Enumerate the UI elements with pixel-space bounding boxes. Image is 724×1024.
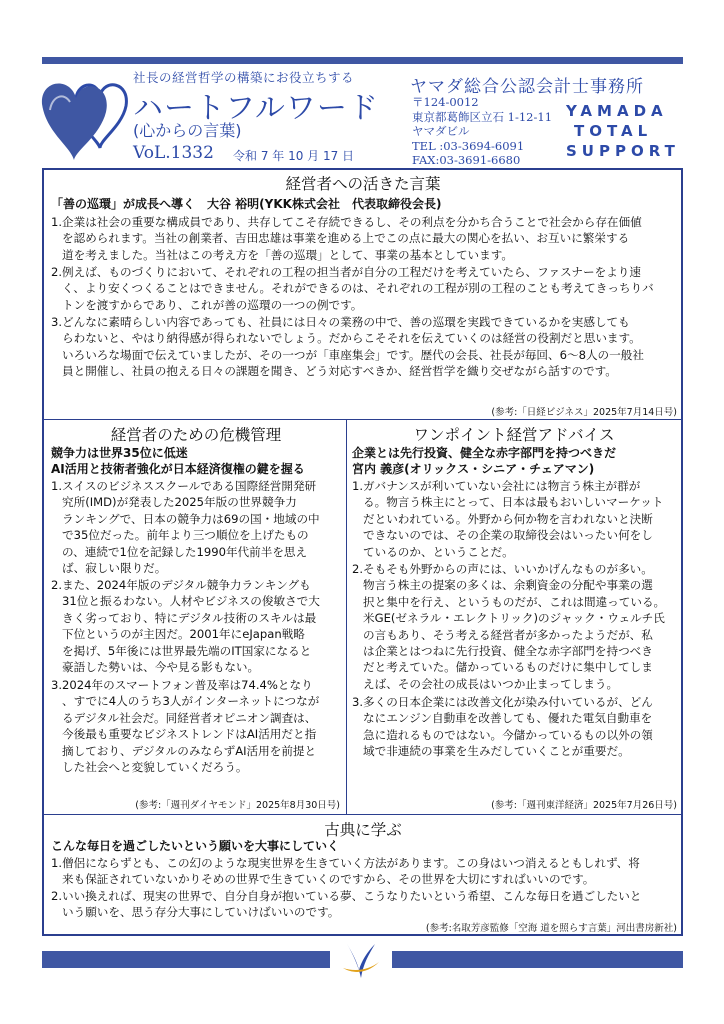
section-title: 古典に学ぶ: [324, 821, 402, 839]
list-item: 1. スイスのビジネススクールである国際経営開発研 究所(IMD)が発表した2025年版の世界競争力 ランキングで、日本の競争力は69の国・地域の中 で35位だった。前年より三つ順位を上げたもの の、連続で1位を記録した1990年代前半を思え ば、寂しい限りだ。: [51, 479, 320, 576]
section-lead: こんな毎日を過ごしたいという願いを大事にしていく: [51, 839, 340, 853]
brand-line: YAMADA: [566, 102, 668, 120]
firm-contact: [412, 95, 552, 168]
postal-code: 〒124-0012: [412, 95, 479, 109]
firm-name: ヤマダ総合公認会計士事務所: [410, 77, 644, 97]
issue-date: 令和 7 年 10 月 17 日: [233, 149, 355, 163]
brand-line: TOTAL: [574, 122, 653, 140]
list-item: 1. 企業は社会の重要な構成員であり、共存してこそ存続できるし、その利点を分かち合うことで社会から存在価値 を認められます。当社の創業者、吉田忠雄は事業を進める上でこの点に最大の関心を払い、お互いに繁栄する 道を考えました。当社はこの考え方を「善の巡環」として、事業の基本としています。: [51, 215, 642, 262]
source-reference: (参考:「週刊東洋経済」2025年7月26日号): [491, 800, 677, 811]
list-item: 2. 例えば、ものづくりにおいて、それぞれの工程の担当者が自分の工程だけを考えていたら、ファスナーをより速 く、より安くつくることはできません。それができるのは、それぞれの工程が別の工程のことも考えてきっちりバ トンを渡すからであり、これが善の巡環の一つの例です。: [51, 265, 654, 312]
list-item: 1. 僧侶にならずとも、この幻のような現実世界を生きていく方法があります。この身はいつ消えるともしれず、将 来も保証されていないかりそめの世界で生きていくのですから、その世界を大切にすればいいのです。: [51, 856, 640, 887]
list-item: 1. ガバナンスが利いていない会社には物言う株主が群が る。物言う株主にとって、日本は最もおいしいマーケット だといわれている。外野から何か物を言われないと決断 できないのでは、その企業の取締役会はいったい何をし ているのか、ということだ。: [352, 479, 664, 559]
address: 東京都葛飾区立石 1-12-11: [412, 109, 553, 124]
source-reference: (参考:名取芳彦監修「空海 道を照らす言葉」河出書房新社): [425, 923, 677, 934]
tel: TEL :03-3694-6091: [412, 138, 525, 153]
list-item: 2. そもそも外野からの声には、いいかげんなものが多い。 物言う株主の提案の多くは、余剰資金の分配や事業の選 択と集中を行え、というものだが、これは間違っている。 米GE(ゼネラル・エレクトリック)のジャック・ウェルチ氏 の言もあり、そう考える経営者が多かったようだが、私 は企業とはつねに先行投資、健全な赤字部門を持つべき だと考えていた。儲かっているものだけに集中してしま えば、その会社の成長はいつか止まってしまう。: [352, 562, 666, 691]
source-reference: (参考:「週刊ダイヤモンド」2025年8月30日号): [135, 800, 340, 811]
volume-number: VoL.1332: [133, 143, 214, 163]
newsletter-title: ハートフルワード: [133, 91, 379, 126]
source-reference: (参考:「日経ビジネス」2025年7月14日号): [491, 407, 677, 418]
list-item: 3. どんなに素晴らしい内容であっても、社員には日々の業務の中で、善の巡環を実践できているかを実感しても らわないと、やはり納得感が得られないでしょう。だからこそそれを伝えていくのは経営の役割だと思います。 いろいろな場面で伝えていましたが、その一つが「車座集会」です。歴代の会長、社長が毎回、6～8人の一般社 員と開催し、社員の抱える日々の課題を聞き、どう対応すべきか、経営哲学を織り交ぜながら話すのです。: [51, 315, 644, 379]
swoosh-logo-icon: [339, 938, 383, 982]
fax: FAX:03-3691-6680: [412, 153, 521, 167]
tagline: 社長の経営哲学の構築にお役立ちする: [133, 70, 355, 85]
footer-bar-left: [42, 951, 330, 968]
section-lead: 競争力は世界35位に低迷: [51, 446, 188, 460]
section-lead: 企業とは先行投資、健全な赤字部門を持つべきだ: [352, 446, 617, 460]
footer-bar-right: [392, 951, 683, 968]
building: ヤマダビル: [412, 124, 470, 138]
brand-line: SUPPORT: [566, 142, 680, 160]
section-title: ワンポイント経営アドバイス: [413, 426, 615, 444]
list-item: 2. また、2024年版のデジタル競争力ランキングも 31位と振るわない。人材やビジネスの俊敏さで大 きく劣っており、特にデジタル技術のスキルは最 下位というのが主因だ。2001年にeJapan戦略 を掲げ、5年後には世界最先端のIT国家になると 豪語した勢いは、今や見る影もない。: [51, 578, 320, 675]
top-rule: [42, 57, 683, 64]
section-lead: 「善の巡環」が成長へ導く 大谷 裕明(YKK株式会社 代表取締役会長): [51, 197, 442, 211]
divider: [44, 419, 681, 420]
divider: [44, 814, 681, 815]
section-lead: 宮内 義彦(オリックス・シニア・チェアマン): [352, 462, 595, 476]
hearts-logo-icon: [38, 70, 138, 162]
section-title: 経営者のための危機管理: [110, 426, 282, 444]
column-divider: [346, 419, 347, 814]
list-item: 3. 多くの日本企業には改善文化が染み付いているが、どん なにエンジン自動車を改善しても、優れた電気自動車を 急に造れるものではない。今儲かっているもの以外の領 域で非連続の事業を生みだしていくことが重要だ。: [352, 695, 653, 759]
newsletter-subtitle: (心からの言葉): [133, 121, 242, 140]
section-title: 経営者への活きた言葉: [285, 175, 441, 193]
list-item: 3. 2024年のスマートフォン普及率は74.4%となり 、すでに4人のうち3人がインターネットにつなが るデジタル社会だ。同経営者オピニオン調査は、 今後最も重要なビジネストレンドはAI活用だと指 摘しており、デジタルのみならずAI活用を前提と した社会へと変貌していくだろう。: [51, 678, 320, 775]
brand-block: [566, 101, 680, 161]
section-lead: AI活用と技術者強化が日本経済復権の鍵を握る: [51, 462, 305, 476]
list-item: 2. いい換えれば、現実の世界で、自分自身が抱いている夢、こうなりたいという希望、こんな毎日を過ごしたいと いう願いを、思う存分大事にしていけばいいのです。: [51, 889, 642, 920]
